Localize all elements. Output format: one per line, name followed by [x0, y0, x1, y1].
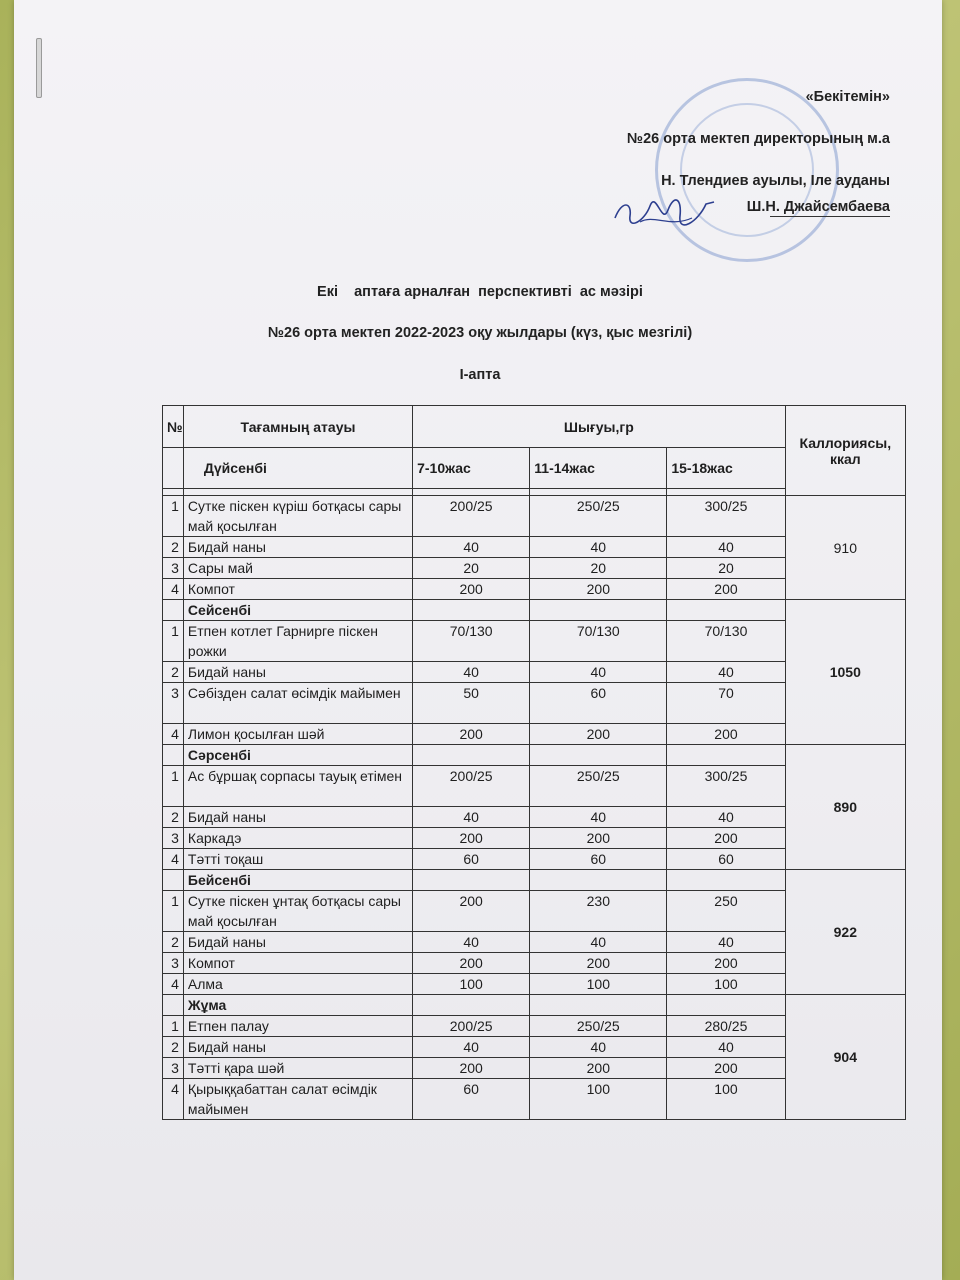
day-blank: [413, 995, 530, 1016]
dish-name: Тәтті тоқаш: [183, 849, 412, 870]
header-age-7-10: 7-10жас: [413, 448, 530, 489]
dish-name: Етпен котлет Гарнирге піскен рожки: [183, 621, 412, 662]
day-calories: 910: [785, 496, 905, 600]
portion-15-18: 200: [667, 953, 785, 974]
row-number: 2: [163, 932, 184, 953]
portion-7-10: 50: [413, 683, 530, 724]
day-calories: 1050: [785, 600, 905, 745]
portion-15-18: 300/25: [667, 496, 785, 537]
portion-15-18: 280/25: [667, 1016, 785, 1037]
portion-15-18: 40: [667, 807, 785, 828]
day-calories: 922: [785, 870, 905, 995]
header-row: [163, 406, 906, 448]
handwritten-signature: [610, 192, 720, 232]
approval-heading: «Бекітемін»: [805, 89, 890, 105]
row-number: 1: [163, 621, 184, 662]
portion-11-14: 200: [530, 724, 667, 745]
day-num-blank: [163, 745, 184, 766]
portion-11-14: 20: [530, 558, 667, 579]
dish-name: Каркадэ: [183, 828, 412, 849]
portion-11-14: 60: [530, 849, 667, 870]
portion-15-18: 60: [667, 849, 785, 870]
day-name: Жұма: [183, 995, 412, 1016]
day-calories: 890: [785, 745, 905, 870]
dish-name: Сутке піскен күріш ботқасы сары май қосылған: [183, 496, 412, 537]
day-name: Сәрсенбі: [183, 745, 412, 766]
portion-15-18: 250: [667, 891, 785, 932]
portion-7-10: 40: [413, 807, 530, 828]
day-num-blank: [163, 600, 184, 621]
dish-name: Сары май: [183, 558, 412, 579]
portion-15-18: 200: [667, 828, 785, 849]
day-calories: 904: [785, 995, 905, 1120]
dish-name: Сутке піскен ұнтақ ботқасы сары май қосылған: [183, 891, 412, 932]
official-stamp: [655, 78, 839, 262]
day-blank: [413, 870, 530, 891]
portion-7-10: 20: [413, 558, 530, 579]
portion-11-14: 230: [530, 891, 667, 932]
row-number: 3: [163, 683, 184, 724]
header-age-11-14: 11-14жас: [530, 448, 667, 489]
portion-7-10: 40: [413, 662, 530, 683]
portion-11-14: 70/130: [530, 621, 667, 662]
dish-name: Алма: [183, 974, 412, 995]
row-number: 2: [163, 807, 184, 828]
approval-director: №26 орта мектеп директорының м.а: [626, 131, 890, 147]
day-row: [163, 745, 906, 766]
menu-title: Екі аптаға арналған перспективті ас мәзірі: [317, 284, 643, 300]
dish-name: Лимон қосылған шәй: [183, 724, 412, 745]
menu-subtitle: №26 орта мектеп 2022-2023 оқу жылдары (күз, қыс мезгілі): [267, 325, 693, 341]
portion-11-14: 40: [530, 1037, 667, 1058]
row-number: 2: [163, 662, 184, 683]
portion-15-18: 40: [667, 1037, 785, 1058]
portion-7-10: 200: [413, 891, 530, 932]
row-number: 4: [163, 974, 184, 995]
portion-11-14: 40: [530, 807, 667, 828]
portion-11-14: 250/25: [530, 766, 667, 807]
portion-15-18: 100: [667, 974, 785, 995]
day-blank: [667, 600, 785, 621]
portion-11-14: 40: [530, 662, 667, 683]
portion-15-18: 300/25: [667, 766, 785, 807]
portion-7-10: 100: [413, 974, 530, 995]
row-number: 1: [163, 891, 184, 932]
portion-15-18: 40: [667, 537, 785, 558]
dish-name: Бидай наны: [183, 1037, 412, 1058]
portion-15-18: 100: [667, 1079, 785, 1120]
day-blank: [413, 600, 530, 621]
portion-11-14: 60: [530, 683, 667, 724]
row-number: 3: [163, 828, 184, 849]
portion-7-10: 200: [413, 828, 530, 849]
portion-7-10: 200: [413, 579, 530, 600]
day-row: [163, 870, 906, 891]
portion-11-14: 250/25: [530, 1016, 667, 1037]
day-blank: [530, 995, 667, 1016]
portion-15-18: 70/130: [667, 621, 785, 662]
dish-name: Компот: [183, 579, 412, 600]
portion-11-14: 200: [530, 579, 667, 600]
portion-7-10: 60: [413, 849, 530, 870]
week-label: І-апта: [459, 367, 501, 383]
dish-name: Бидай наны: [183, 662, 412, 683]
header-output: Шығуы,гр: [413, 406, 786, 448]
dish-name: Бидай наны: [183, 932, 412, 953]
day-row: [163, 995, 906, 1016]
row-number: 1: [163, 496, 184, 537]
portion-11-14: 100: [530, 974, 667, 995]
header-age-15-18: 15-18жас: [667, 448, 785, 489]
day-blank: [667, 870, 785, 891]
row-number: 1: [163, 1016, 184, 1037]
row-number: 2: [163, 1037, 184, 1058]
header-name: Тағамның атауы: [183, 406, 412, 448]
portion-11-14: 250/25: [530, 496, 667, 537]
portion-7-10: 200/25: [413, 766, 530, 807]
portion-11-14: 200: [530, 1058, 667, 1079]
menu-table: [162, 405, 906, 1120]
table-row: [163, 496, 906, 537]
row-number: 4: [163, 849, 184, 870]
day-blank: [530, 870, 667, 891]
portion-15-18: 200: [667, 579, 785, 600]
staple: [36, 38, 42, 98]
signature-line: [770, 216, 890, 217]
header-num: №: [163, 406, 184, 448]
dish-name: Бидай наны: [183, 807, 412, 828]
approval-location: Н. Тлендиев ауылы, Іле ауданы: [661, 173, 890, 189]
day-num-blank: [163, 995, 184, 1016]
portion-15-18: 40: [667, 932, 785, 953]
portion-7-10: 200: [413, 724, 530, 745]
row-number: 3: [163, 1058, 184, 1079]
row-number: 4: [163, 579, 184, 600]
row-number: 3: [163, 558, 184, 579]
portion-15-18: 70: [667, 683, 785, 724]
portion-15-18: 20: [667, 558, 785, 579]
day-blank: [667, 745, 785, 766]
row-number: 3: [163, 953, 184, 974]
dish-name: Сәбізден салат өсімдік майымен: [183, 683, 412, 724]
portion-15-18: 40: [667, 662, 785, 683]
day-blank: [530, 745, 667, 766]
portion-15-18: 200: [667, 1058, 785, 1079]
portion-7-10: 70/130: [413, 621, 530, 662]
dish-name: Бидай наны: [183, 537, 412, 558]
dish-name: Етпен палау: [183, 1016, 412, 1037]
day-name: Бейсенбі: [183, 870, 412, 891]
portion-7-10: 40: [413, 1037, 530, 1058]
dish-name: Компот: [183, 953, 412, 974]
dish-name: Тәтті қара шәй: [183, 1058, 412, 1079]
day-monday-heading: Дүйсенбі: [183, 448, 412, 489]
portion-11-14: 40: [530, 537, 667, 558]
dish-name: Ас бұршақ сорпасы тауық етімен: [183, 766, 412, 807]
portion-7-10: 40: [413, 932, 530, 953]
header-calories: Каллориясы, ккал: [785, 406, 905, 496]
portion-7-10: 200/25: [413, 1016, 530, 1037]
day-name: Сейсенбі: [183, 600, 412, 621]
dish-name: Қырыққабаттан салат өсімдік майымен: [183, 1079, 412, 1120]
portion-7-10: 200/25: [413, 496, 530, 537]
subheader-blank: [163, 448, 184, 489]
day-blank: [667, 995, 785, 1016]
portion-7-10: 200: [413, 953, 530, 974]
approval-signer: Ш.Н. Джайсембаева: [746, 199, 890, 215]
day-num-blank: [163, 870, 184, 891]
portion-7-10: 60: [413, 1079, 530, 1120]
row-number: 4: [163, 1079, 184, 1120]
row-number: 4: [163, 724, 184, 745]
portion-15-18: 200: [667, 724, 785, 745]
portion-11-14: 40: [530, 932, 667, 953]
portion-7-10: 40: [413, 537, 530, 558]
row-number: 2: [163, 537, 184, 558]
portion-11-14: 200: [530, 828, 667, 849]
row-number: 1: [163, 766, 184, 807]
day-row: [163, 600, 906, 621]
day-blank: [413, 745, 530, 766]
portion-11-14: 100: [530, 1079, 667, 1120]
portion-7-10: 200: [413, 1058, 530, 1079]
portion-11-14: 200: [530, 953, 667, 974]
day-blank: [530, 600, 667, 621]
